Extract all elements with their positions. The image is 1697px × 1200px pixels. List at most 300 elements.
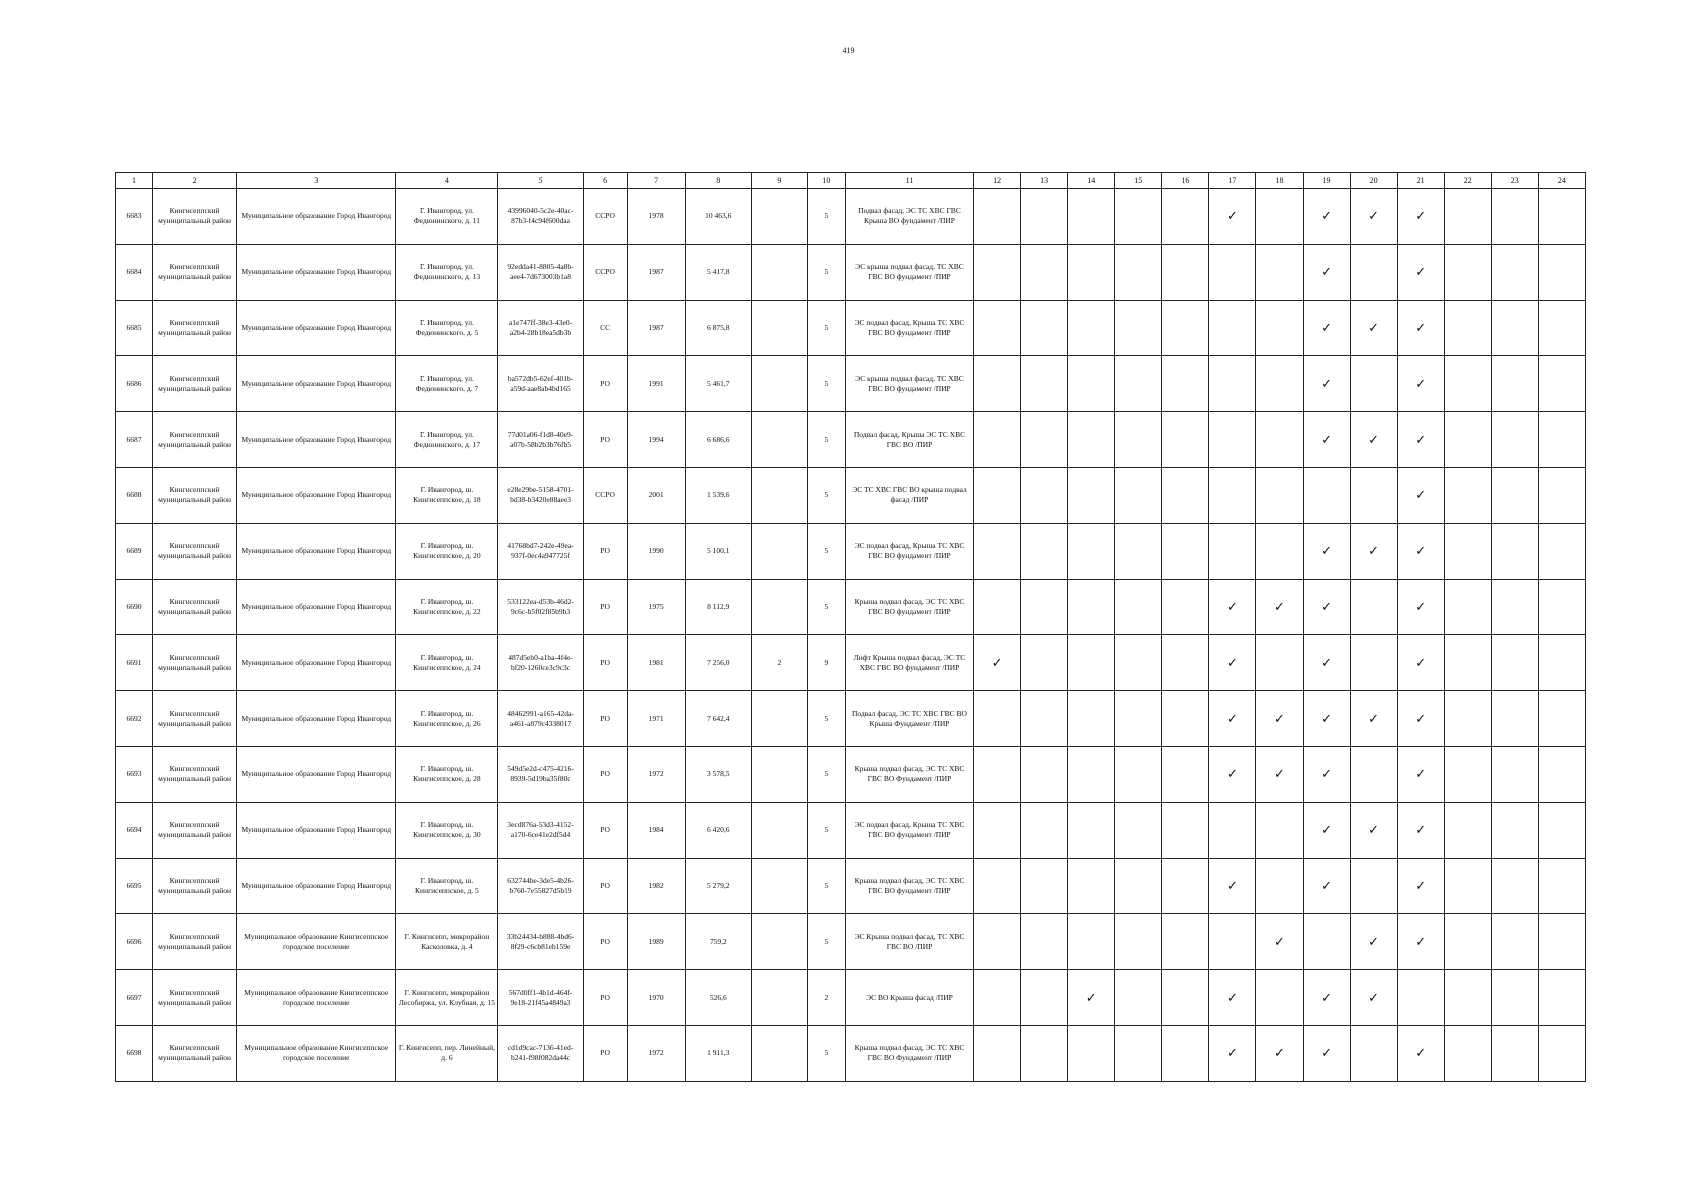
cell-col-4: Г. Ивангород, ш. Кингисеппское, д. 28 bbox=[396, 746, 498, 802]
checkmark-icon: ✓ bbox=[1321, 208, 1332, 224]
cell-col-7: 1991 bbox=[627, 356, 685, 412]
check-cell-col-21 bbox=[1397, 300, 1444, 356]
cell-col-3: Муниципальное образование Город Ивангород bbox=[237, 691, 396, 747]
check-cell-col-18 bbox=[1256, 970, 1303, 1026]
cell-col-10: 5 bbox=[807, 914, 845, 970]
cell-col-10: 5 bbox=[807, 579, 845, 635]
check-cell-col-23 bbox=[1491, 467, 1538, 523]
cell-col-8: 6 420,6 bbox=[685, 802, 751, 858]
cell-col-2: Кингисеппский муниципальный район bbox=[153, 802, 237, 858]
check-cell-col-20 bbox=[1350, 300, 1397, 356]
cell-col-3: Муниципальное образование Город Ивангород bbox=[237, 746, 396, 802]
checkmark-icon: ✓ bbox=[1321, 543, 1332, 559]
check-cell-col-13 bbox=[1021, 746, 1068, 802]
cell-col-2: Кингисеппский муниципальный район bbox=[153, 635, 237, 691]
cell-col-11: Лифт Крыша подвал фасад, ЭС ТС ХВС ГВС ВО фундамент /ПИР bbox=[845, 635, 973, 691]
check-cell-col-22 bbox=[1444, 300, 1491, 356]
check-cell-col-20 bbox=[1350, 412, 1397, 468]
cell-col-11: Подвал фасад, ЭС ТС ХВС ГВС Крыша ВО фундамент /ПИР bbox=[845, 189, 973, 245]
check-cell-col-20 bbox=[1350, 189, 1397, 245]
cell-col-1: 6690 bbox=[116, 579, 153, 635]
cell-col-7: 1990 bbox=[627, 523, 685, 579]
cell-col-1: 6686 bbox=[116, 356, 153, 412]
check-cell-col-23 bbox=[1491, 746, 1538, 802]
checkmark-icon: ✓ bbox=[1321, 1045, 1332, 1061]
table-row bbox=[116, 746, 1586, 802]
cell-col-3: Муниципальное образование Кингисеппское городское поселение bbox=[237, 914, 396, 970]
column-number: 16 bbox=[1162, 173, 1209, 189]
check-cell-col-12 bbox=[974, 579, 1021, 635]
check-cell-col-12 bbox=[974, 189, 1021, 245]
column-number: 8 bbox=[685, 173, 751, 189]
check-cell-col-22 bbox=[1444, 189, 1491, 245]
checkmark-icon: ✓ bbox=[1415, 654, 1427, 670]
buildings-table bbox=[115, 172, 1586, 1082]
cell-col-5: ba572db5-62ef-401b-a59d-aae8ab4bd165 bbox=[498, 356, 583, 412]
cell-col-7: 1987 bbox=[627, 244, 685, 300]
check-cell-col-18 bbox=[1256, 356, 1303, 412]
cell-col-2: Кингисеппский муниципальный район bbox=[153, 579, 237, 635]
cell-col-2: Кингисеппский муниципальный район bbox=[153, 467, 237, 523]
table-row bbox=[116, 356, 1586, 412]
column-number: 21 bbox=[1397, 173, 1444, 189]
checkmark-icon: ✓ bbox=[1321, 654, 1332, 670]
checkmark-icon: ✓ bbox=[1321, 264, 1332, 280]
check-cell-col-13 bbox=[1021, 356, 1068, 412]
check-cell-col-20 bbox=[1350, 746, 1397, 802]
check-cell-col-22 bbox=[1444, 691, 1491, 747]
cell-col-10: 2 bbox=[807, 970, 845, 1026]
column-number: 20 bbox=[1350, 173, 1397, 189]
cell-col-4: Г. Кингисепп, микрорайон Касколовка, д. 4 bbox=[396, 914, 498, 970]
checkmark-icon: ✓ bbox=[1368, 822, 1380, 838]
check-cell-col-13 bbox=[1021, 970, 1068, 1026]
check-cell-col-17 bbox=[1209, 244, 1256, 300]
cell-col-4: Г. Ивангород, ул. Федюнинского, д. 11 bbox=[396, 189, 498, 245]
cell-col-11: ЭС Крыша подвал фасад, ТС ХВС ГВС ВО /ПИР bbox=[845, 914, 973, 970]
cell-col-6: РО bbox=[583, 858, 627, 914]
checkmark-icon: ✓ bbox=[1321, 989, 1332, 1005]
check-cell-col-24 bbox=[1538, 356, 1585, 412]
cell-col-1: 6693 bbox=[116, 746, 153, 802]
cell-col-5: 41768bd7-242e-49ea-937f-0ec4a947725f bbox=[498, 523, 583, 579]
cell-col-7: 1970 bbox=[627, 970, 685, 1026]
cell-col-11: Подвал фасад, Крыша ЭС ТС ХВС ГВС ВО /ПИР bbox=[845, 412, 973, 468]
check-cell-col-21 bbox=[1397, 244, 1444, 300]
table-row bbox=[116, 244, 1586, 300]
cell-col-11: ЭС крыша подвал фасад, ТС ХВС ГВС ВО фундамент /ПИР bbox=[845, 356, 973, 412]
cell-col-5: 33b24434-b888-4bd6-8f29-c6cb81eb159e bbox=[498, 914, 583, 970]
check-cell-col-12 bbox=[974, 914, 1021, 970]
checkmark-icon: ✓ bbox=[1415, 431, 1427, 447]
cell-col-3: Муниципальное образование Город Ивангород bbox=[237, 858, 396, 914]
check-cell-col-13 bbox=[1021, 467, 1068, 523]
check-cell-col-18 bbox=[1256, 189, 1303, 245]
cell-col-5: 92edda41-8805-4a8b-aee4-7d673003b1a8 bbox=[498, 244, 583, 300]
cell-col-9 bbox=[751, 579, 807, 635]
checkmark-icon: ✓ bbox=[1274, 766, 1285, 782]
cell-col-8: 10 463,6 bbox=[685, 189, 751, 245]
cell-col-4: Г. Ивангород, ш. Кингисеппское, д. 30 bbox=[396, 802, 498, 858]
column-number: 10 bbox=[807, 173, 845, 189]
cell-col-10: 5 bbox=[807, 802, 845, 858]
checkmark-icon: ✓ bbox=[1226, 1045, 1238, 1061]
cell-col-8: 1 911,3 bbox=[685, 1025, 751, 1081]
check-cell-col-12 bbox=[974, 858, 1021, 914]
cell-col-11: Крыша подвал фасад, ЭС ТС ХВС ГВС ВО Фундамент /ПИР bbox=[845, 746, 973, 802]
check-cell-col-18 bbox=[1256, 579, 1303, 635]
cell-col-6: РО bbox=[583, 356, 627, 412]
table-row bbox=[116, 858, 1586, 914]
cell-col-11: Крыша подвал фасад, ЭС ТС ХВС ГВС ВО фундамент /ПИР bbox=[845, 579, 973, 635]
check-cell-col-19 bbox=[1303, 244, 1350, 300]
cell-col-10: 5 bbox=[807, 691, 845, 747]
check-cell-col-19 bbox=[1303, 523, 1350, 579]
cell-col-7: 1972 bbox=[627, 746, 685, 802]
cell-col-2: Кингисеппский муниципальный район bbox=[153, 356, 237, 412]
table-row bbox=[116, 467, 1586, 523]
check-cell-col-20 bbox=[1350, 467, 1397, 523]
check-cell-col-22 bbox=[1444, 970, 1491, 1026]
check-cell-col-13 bbox=[1021, 691, 1068, 747]
check-cell-col-23 bbox=[1491, 691, 1538, 747]
check-cell-col-24 bbox=[1538, 579, 1585, 635]
cell-col-3: Муниципальное образование Город Ивангород bbox=[237, 523, 396, 579]
check-cell-col-15 bbox=[1115, 970, 1162, 1026]
cell-col-10: 5 bbox=[807, 467, 845, 523]
column-number: 1 bbox=[116, 173, 153, 189]
check-cell-col-14 bbox=[1068, 467, 1115, 523]
cell-col-11: ЭС подвал фасад, Крыша ТС ХВС ГВС ВО фундамент /ПИР bbox=[845, 300, 973, 356]
cell-col-1: 6683 bbox=[116, 189, 153, 245]
checkmark-icon: ✓ bbox=[1274, 1045, 1285, 1061]
check-cell-col-23 bbox=[1491, 189, 1538, 245]
check-cell-col-16 bbox=[1162, 467, 1209, 523]
check-cell-col-22 bbox=[1444, 746, 1491, 802]
check-cell-col-19 bbox=[1303, 300, 1350, 356]
cell-col-1: 6691 bbox=[116, 635, 153, 691]
checkmark-icon: ✓ bbox=[1321, 877, 1332, 893]
checkmark-icon: ✓ bbox=[1368, 208, 1380, 224]
cell-col-6: РО bbox=[583, 523, 627, 579]
column-number-row bbox=[116, 173, 1586, 189]
check-cell-col-23 bbox=[1491, 858, 1538, 914]
checkmark-icon: ✓ bbox=[1415, 543, 1427, 559]
check-cell-col-12 bbox=[974, 746, 1021, 802]
column-number: 7 bbox=[627, 173, 685, 189]
cell-col-7: 1978 bbox=[627, 189, 685, 245]
check-cell-col-19 bbox=[1303, 189, 1350, 245]
cell-col-4: Г. Ивангород, ш. Кингисеппское, д. 22 bbox=[396, 579, 498, 635]
column-number: 13 bbox=[1021, 173, 1068, 189]
checkmark-icon: ✓ bbox=[1274, 933, 1285, 949]
check-cell-col-23 bbox=[1491, 412, 1538, 468]
cell-col-6: РО bbox=[583, 970, 627, 1026]
cell-col-10: 5 bbox=[807, 244, 845, 300]
column-number: 11 bbox=[845, 173, 973, 189]
check-cell-col-12 bbox=[974, 635, 1021, 691]
cell-col-5: 77d01a06-f1d8-40e9-a07b-58b2b3b76fb5 bbox=[498, 412, 583, 468]
check-cell-col-24 bbox=[1538, 1025, 1585, 1081]
cell-col-1: 6695 bbox=[116, 858, 153, 914]
check-cell-col-19 bbox=[1303, 858, 1350, 914]
check-cell-col-24 bbox=[1538, 802, 1585, 858]
cell-col-8: 5 417,8 bbox=[685, 244, 751, 300]
table-row bbox=[116, 635, 1586, 691]
cell-col-8: 5 461,7 bbox=[685, 356, 751, 412]
cell-col-3: Муниципальное образование Город Ивангород bbox=[237, 802, 396, 858]
check-cell-col-21 bbox=[1397, 579, 1444, 635]
check-cell-col-20 bbox=[1350, 691, 1397, 747]
checkmark-icon: ✓ bbox=[1321, 375, 1332, 391]
column-number: 4 bbox=[396, 173, 498, 189]
check-cell-col-14 bbox=[1068, 579, 1115, 635]
column-number: 23 bbox=[1491, 173, 1538, 189]
check-cell-col-17 bbox=[1209, 523, 1256, 579]
cell-col-9 bbox=[751, 523, 807, 579]
cell-col-3: Муниципальное образование Город Ивангород bbox=[237, 412, 396, 468]
cell-col-6: РО bbox=[583, 635, 627, 691]
cell-col-9 bbox=[751, 467, 807, 523]
cell-col-8: 5 100,1 bbox=[685, 523, 751, 579]
cell-col-6: РО bbox=[583, 914, 627, 970]
check-cell-col-15 bbox=[1115, 523, 1162, 579]
check-cell-col-21 bbox=[1397, 970, 1444, 1026]
page-number: 419 bbox=[842, 46, 855, 55]
checkmark-icon: ✓ bbox=[1321, 431, 1332, 447]
check-cell-col-22 bbox=[1444, 523, 1491, 579]
check-cell-col-22 bbox=[1444, 802, 1491, 858]
cell-col-7: 1984 bbox=[627, 802, 685, 858]
check-cell-col-23 bbox=[1491, 579, 1538, 635]
check-cell-col-16 bbox=[1162, 523, 1209, 579]
check-cell-col-16 bbox=[1162, 691, 1209, 747]
check-cell-col-16 bbox=[1162, 635, 1209, 691]
cell-col-1: 6696 bbox=[116, 914, 153, 970]
cell-col-9 bbox=[751, 356, 807, 412]
cell-col-7: 1982 bbox=[627, 858, 685, 914]
check-cell-col-19 bbox=[1303, 635, 1350, 691]
cell-col-10: 5 bbox=[807, 300, 845, 356]
cell-col-9 bbox=[751, 300, 807, 356]
cell-col-5: 567d0ff1-4b1d-464f-9e18-21f45a4849a3 bbox=[498, 970, 583, 1026]
check-cell-col-20 bbox=[1350, 523, 1397, 579]
check-cell-col-22 bbox=[1444, 412, 1491, 468]
cell-col-8: 526,6 bbox=[685, 970, 751, 1026]
check-cell-col-14 bbox=[1068, 244, 1115, 300]
cell-col-7: 1981 bbox=[627, 635, 685, 691]
cell-col-3: Муниципальное образование Кингисеппское городское поселение bbox=[237, 1025, 396, 1081]
cell-col-6: РО bbox=[583, 802, 627, 858]
check-cell-col-21 bbox=[1397, 189, 1444, 245]
check-cell-col-16 bbox=[1162, 746, 1209, 802]
column-number: 18 bbox=[1256, 173, 1303, 189]
check-cell-col-23 bbox=[1491, 1025, 1538, 1081]
cell-col-10: 5 bbox=[807, 523, 845, 579]
check-cell-col-18 bbox=[1256, 691, 1303, 747]
checkmark-icon: ✓ bbox=[1415, 933, 1427, 949]
check-cell-col-14 bbox=[1068, 412, 1115, 468]
cell-col-1: 6684 bbox=[116, 244, 153, 300]
check-cell-col-12 bbox=[974, 691, 1021, 747]
table-row bbox=[116, 523, 1586, 579]
check-cell-col-17 bbox=[1209, 858, 1256, 914]
checkmark-icon: ✓ bbox=[1415, 487, 1427, 503]
check-cell-col-18 bbox=[1256, 300, 1303, 356]
cell-col-6: СС bbox=[583, 300, 627, 356]
check-cell-col-24 bbox=[1538, 970, 1585, 1026]
check-cell-col-15 bbox=[1115, 467, 1162, 523]
checkmark-icon: ✓ bbox=[1415, 319, 1427, 335]
check-cell-col-23 bbox=[1491, 970, 1538, 1026]
check-cell-col-17 bbox=[1209, 467, 1256, 523]
column-number: 15 bbox=[1115, 173, 1162, 189]
cell-col-7: 1989 bbox=[627, 914, 685, 970]
column-number: 17 bbox=[1209, 173, 1256, 189]
check-cell-col-20 bbox=[1350, 356, 1397, 412]
cell-col-7: 2001 bbox=[627, 467, 685, 523]
check-cell-col-21 bbox=[1397, 523, 1444, 579]
check-cell-col-13 bbox=[1021, 802, 1068, 858]
check-cell-col-15 bbox=[1115, 746, 1162, 802]
check-cell-col-12 bbox=[974, 467, 1021, 523]
table-row bbox=[116, 412, 1586, 468]
cell-col-8: 759,2 bbox=[685, 914, 751, 970]
checkmark-icon: ✓ bbox=[1415, 822, 1427, 838]
check-cell-col-14 bbox=[1068, 746, 1115, 802]
check-cell-col-15 bbox=[1115, 635, 1162, 691]
check-cell-col-12 bbox=[974, 1025, 1021, 1081]
check-cell-col-17 bbox=[1209, 746, 1256, 802]
cell-col-1: 6692 bbox=[116, 691, 153, 747]
check-cell-col-16 bbox=[1162, 914, 1209, 970]
cell-col-9 bbox=[751, 858, 807, 914]
cell-col-5: e28e29be-5158-4701-bd38-b3420e88aee3 bbox=[498, 467, 583, 523]
cell-col-8: 1 539,6 bbox=[685, 467, 751, 523]
column-number: 6 bbox=[583, 173, 627, 189]
check-cell-col-12 bbox=[974, 356, 1021, 412]
check-cell-col-24 bbox=[1538, 300, 1585, 356]
cell-col-1: 6698 bbox=[116, 1025, 153, 1081]
cell-col-8: 5 279,2 bbox=[685, 858, 751, 914]
cell-col-10: 5 bbox=[807, 356, 845, 412]
cell-col-3: Муниципальное образование Город Ивангород bbox=[237, 189, 396, 245]
checkmark-icon: ✓ bbox=[1415, 1045, 1427, 1061]
cell-col-5: 632744be-3de5-4b26-b760-7e55827d5b19 bbox=[498, 858, 583, 914]
check-cell-col-18 bbox=[1256, 467, 1303, 523]
cell-col-9 bbox=[751, 914, 807, 970]
cell-col-2: Кингисеппский муниципальный район bbox=[153, 746, 237, 802]
check-cell-col-13 bbox=[1021, 579, 1068, 635]
check-cell-col-20 bbox=[1350, 970, 1397, 1026]
cell-col-2: Кингисеппский муниципальный район bbox=[153, 914, 237, 970]
cell-col-9 bbox=[751, 970, 807, 1026]
checkmark-icon: ✓ bbox=[1415, 208, 1427, 224]
check-cell-col-17 bbox=[1209, 1025, 1256, 1081]
check-cell-col-14 bbox=[1068, 635, 1115, 691]
check-cell-col-16 bbox=[1162, 970, 1209, 1026]
check-cell-col-21 bbox=[1397, 467, 1444, 523]
check-cell-col-16 bbox=[1162, 1025, 1209, 1081]
cell-col-6: ССРО bbox=[583, 467, 627, 523]
check-cell-col-23 bbox=[1491, 300, 1538, 356]
check-cell-col-21 bbox=[1397, 412, 1444, 468]
check-cell-col-20 bbox=[1350, 914, 1397, 970]
cell-col-11: ЭС ТС ХВС ГВС ВО крыша подвал фасад /ПИР bbox=[845, 467, 973, 523]
checkmark-icon: ✓ bbox=[1415, 710, 1427, 726]
check-cell-col-21 bbox=[1397, 356, 1444, 412]
cell-col-4: Г. Ивангород, ш. Кингисеппское, д. 18 bbox=[396, 467, 498, 523]
cell-col-8: 3 578,5 bbox=[685, 746, 751, 802]
check-cell-col-13 bbox=[1021, 635, 1068, 691]
check-cell-col-15 bbox=[1115, 189, 1162, 245]
cell-col-5: 43996040-5c2e-40ac-87b3-f4c94f600daa bbox=[498, 189, 583, 245]
column-number: 14 bbox=[1068, 173, 1115, 189]
checkmark-icon: ✓ bbox=[1321, 710, 1332, 726]
checkmark-icon: ✓ bbox=[1085, 989, 1097, 1005]
check-cell-col-15 bbox=[1115, 300, 1162, 356]
checkmark-icon: ✓ bbox=[1226, 710, 1238, 726]
check-cell-col-20 bbox=[1350, 244, 1397, 300]
check-cell-col-12 bbox=[974, 412, 1021, 468]
check-cell-col-15 bbox=[1115, 691, 1162, 747]
check-cell-col-21 bbox=[1397, 746, 1444, 802]
checkmark-icon: ✓ bbox=[1321, 822, 1332, 838]
cell-col-9: 2 bbox=[751, 635, 807, 691]
cell-col-4: Г. Кингисепп, микрорайон Лесобиржа, ул. Клубная, д. 15 bbox=[396, 970, 498, 1026]
check-cell-col-15 bbox=[1115, 356, 1162, 412]
cell-col-3: Муниципальное образование Город Ивангород bbox=[237, 579, 396, 635]
cell-col-3: Муниципальное образование Кингисеппское городское поселение bbox=[237, 970, 396, 1026]
checkmark-icon: ✓ bbox=[1226, 208, 1238, 224]
cell-col-4: Г. Кингисепп, пер. Линейный, д. 6 bbox=[396, 1025, 498, 1081]
table-row bbox=[116, 691, 1586, 747]
check-cell-col-17 bbox=[1209, 970, 1256, 1026]
checkmark-icon: ✓ bbox=[1226, 989, 1238, 1005]
check-cell-col-18 bbox=[1256, 412, 1303, 468]
check-cell-col-17 bbox=[1209, 802, 1256, 858]
check-cell-col-17 bbox=[1209, 189, 1256, 245]
cell-col-10: 9 bbox=[807, 635, 845, 691]
cell-col-2: Кингисеппский муниципальный район bbox=[153, 691, 237, 747]
check-cell-col-19 bbox=[1303, 970, 1350, 1026]
column-number: 3 bbox=[237, 173, 396, 189]
cell-col-6: РО bbox=[583, 1025, 627, 1081]
checkmark-icon: ✓ bbox=[1368, 933, 1380, 949]
cell-col-4: Г. Ивангород, ш. Кингисеппское, д. 20 bbox=[396, 523, 498, 579]
cell-col-1: 6697 bbox=[116, 970, 153, 1026]
cell-col-11: ЭС ВО Крыша фасад /ПИР bbox=[845, 970, 973, 1026]
check-cell-col-21 bbox=[1397, 858, 1444, 914]
checkmark-icon: ✓ bbox=[1226, 598, 1238, 614]
checkmark-icon: ✓ bbox=[1321, 598, 1332, 614]
cell-col-6: РО bbox=[583, 412, 627, 468]
cell-col-11: ЭС подвал фасад, Крыша ТС ХВС ГВС ВО фундамент /ПИР bbox=[845, 523, 973, 579]
checkmark-icon: ✓ bbox=[1274, 710, 1285, 726]
check-cell-col-18 bbox=[1256, 523, 1303, 579]
cell-col-10: 5 bbox=[807, 189, 845, 245]
check-cell-col-14 bbox=[1068, 691, 1115, 747]
cell-col-4: Г. Ивангород, ш. Кингисеппское, д. 26 bbox=[396, 691, 498, 747]
table-row bbox=[116, 1025, 1586, 1081]
cell-col-10: 5 bbox=[807, 858, 845, 914]
cell-col-4: Г. Ивангород, ш. Кингисеппское, д. 24 bbox=[396, 635, 498, 691]
check-cell-col-22 bbox=[1444, 635, 1491, 691]
cell-col-1: 6689 bbox=[116, 523, 153, 579]
check-cell-col-19 bbox=[1303, 914, 1350, 970]
checkmark-icon: ✓ bbox=[1415, 264, 1427, 280]
checkmark-icon: ✓ bbox=[1321, 319, 1332, 335]
